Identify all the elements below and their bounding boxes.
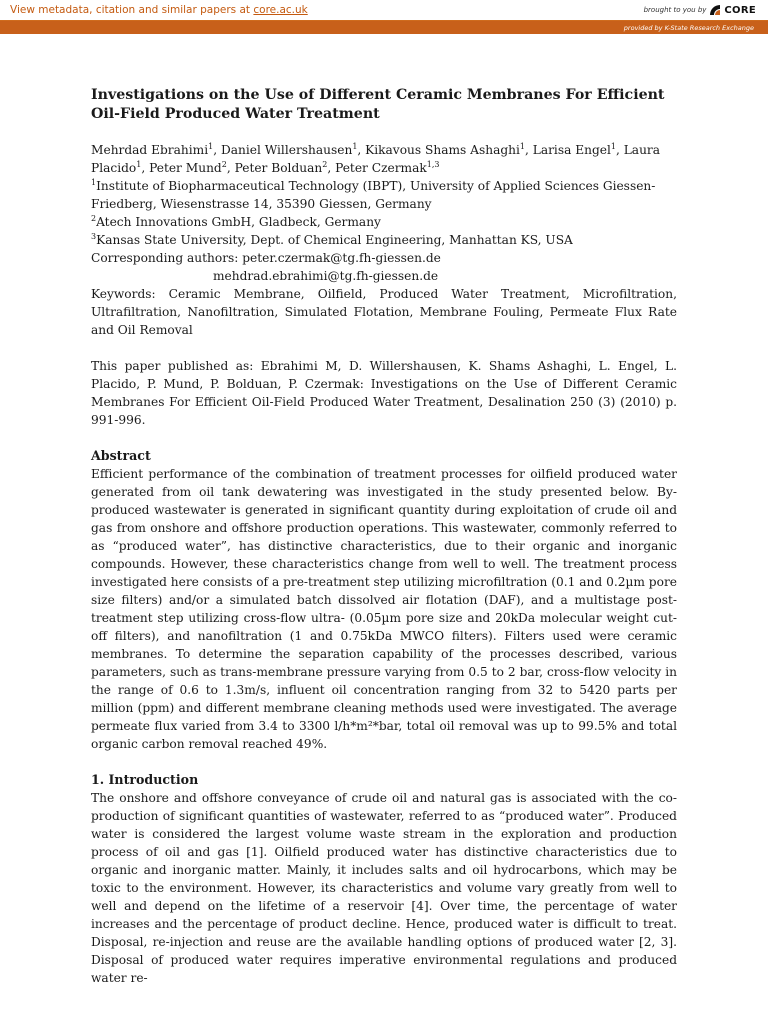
core-provided-strip: [0, 21, 768, 34]
core-metadata-link[interactable]: View metadata, citation and similar papers at core.ac.uk: [10, 4, 308, 16]
author-list: Mehrdad Ebrahimi$^1$, Daniel Willershausen$^1$, Kikavous Shams Ashaghi$^1$, Larisa Engel$^1$, Laura Placido$^1$, Peter Mund$^2$, Peter Bolduan$^2$, Peter Czermak$^{1,3}$: [91, 141, 661, 175]
author-sup: 1: [136, 159, 142, 169]
corresponding-authors: Corresponding authors: peter.czermak@tg.fh-giessen.de: [91, 251, 441, 265]
author-name: Mehrdad Ebrahimi: [91, 143, 209, 157]
author-name: Daniel Willershausen: [220, 143, 353, 157]
author-name: Kikavous Shams Ashaghi: [365, 143, 520, 157]
author-sup: 1: [352, 141, 358, 151]
affiliation-text: Kansas State University, Dept. of Chemical Engineering, Manhattan KS, USA: [96, 233, 573, 247]
author-sup: 1,3: [426, 159, 440, 169]
spacer: [91, 753, 677, 771]
abstract-text: Efficient performance of the combination of treatment processes for oilfield produced water generated from oil tank dewatering was investigated in the study presented below. By-produced wastewater is generated in significant quantity during exploitation of crude oil and gas from onshore and offshore production operations. This wastewater, commonly referred to as “produced water”, has distinctive characteristics, due to their organic and inorganic compounds. However, these characteristics change from well to well. The treatment process investigated here consists of a pre-treatment step utilizing microfiltration (0.1 and 0.2µm pore size filters) and/or a simulated batch dissolved air flotation (DAF), and a multistage post-treatment step utilizing cross-flow ultra- (0.05µm pore size and 20kDa molecular weight cut-off filters), and nanofiltration (1 and 0.75kDa MWCO filters). Filters used were ceramic membranes. To determine the separation capability of the processes described, various parameters, such as trans-membrane pressure varying from 0.5 to 2 bar, cross-flow velocity in the range of 0.6 to 1.3m/s, influent oil concentration ranging from 32 to 5420 parts per million (ppm) and different membrane cleaning methods used were investigated. The average permeate flux varied from 3.4 to 3300 l/h*m²*bar, total oil removal was up to 99.5% and total organic carbon removal reached 49%.: [91, 467, 677, 751]
affiliation: [91, 177, 677, 213]
keywords: Keywords: Ceramic Membrane, Oilfield, Produced Water Treatment, Microfiltration, Ultrafiltration, Nanofiltration, Simulated Flotation, Membrane Fouling, Permeate Flux Rate and Oil Removal: [91, 287, 677, 337]
provided-by-text: provided by K-State Research Exchange: [623, 23, 754, 32]
core-banner: [0, 0, 768, 34]
affiliation-sup: 1: [91, 177, 97, 187]
author-name: Laura Placido: [91, 143, 661, 175]
spacer: [91, 429, 677, 447]
affiliation-text: Institute of Biopharmaceutical Technology (IBPT), University of Applied Sciences Giessen-Friedberg, Wiesenstrasse 14, 35390 Giessen, Germany: [91, 179, 656, 211]
affiliation: [91, 213, 677, 231]
affiliation-sup: 2: [91, 213, 97, 223]
affiliation: [91, 231, 677, 249]
core-brand-name: CORE: [724, 4, 756, 16]
author-sup: 1: [610, 141, 616, 151]
paper-title: Investigations on the Use of Different Ceramic Membranes For Efficient Oil-Field Produced Water Treatment: [91, 87, 665, 122]
intro-text: The onshore and offshore conveyance of crude oil and natural gas is associated with the co-production of significant quantities of wastewater, referred to as “produced water”. Produced water is considered the largest volume waste stream in the exploration and production process of oil and gas [1]. Oilfield produced water has distinctive characteristics due to organic and inorganic matter. Mainly, it includes salts and oil hydrocarbons, which may be toxic to the environment. However, its characteristics and volume vary greatly from well to well and depend on the lifetime of a reservoir [4]. Over time, the percentage of water increases and the percentage of product decline. Hence, produced water is difficult to treat. Disposal, re-injection and reuse are the available handling options of produced water [2, 3]. Disposal of produced water requires imperative environmental regulations and produced water re-: [91, 791, 677, 985]
affiliation-text: Atech Innovations GmbH, Gladbeck, Germany: [96, 215, 381, 229]
intro-heading: 1. Introduction: [91, 772, 199, 787]
affiliation-sup: 3: [91, 231, 97, 241]
core-banner-top: [0, 0, 768, 21]
core-brand[interactable]: [644, 5, 756, 16]
author-name: Peter Czermak: [335, 161, 427, 175]
published-as-note: This paper published as: Ebrahimi M, D. Willershausen, K. Shams Ashaghi, L. Engel, L. Placido, P. Mund, P. Bolduan, P. Czermak: Investigations on the Use of Different Ceramic Membranes For Efficient Oil-Field Produced Water Treatment, Desalination 250 (3) (2010) p. 991-996.: [91, 359, 677, 427]
corresponding-email-2: mehdrad.ebrahimi@tg.fh-giessen.de: [213, 269, 439, 283]
spacer: [91, 339, 677, 357]
author-sup: 1: [519, 141, 525, 151]
author-sup: 2: [221, 159, 227, 169]
core-logo-icon: [710, 5, 720, 15]
author-sup: 2: [322, 159, 328, 169]
author-sup: 1: [208, 141, 214, 151]
author-name: Larisa Engel: [532, 143, 611, 157]
abstract-heading: Abstract: [91, 448, 151, 463]
paper-page: [91, 86, 677, 987]
brought-to-you-label: brought to you by: [643, 6, 707, 14]
author-name: Peter Mund: [149, 161, 222, 175]
author-name: Peter Bolduan: [234, 161, 323, 175]
core-domain-link[interactable]: core.ac.uk: [253, 4, 308, 16]
